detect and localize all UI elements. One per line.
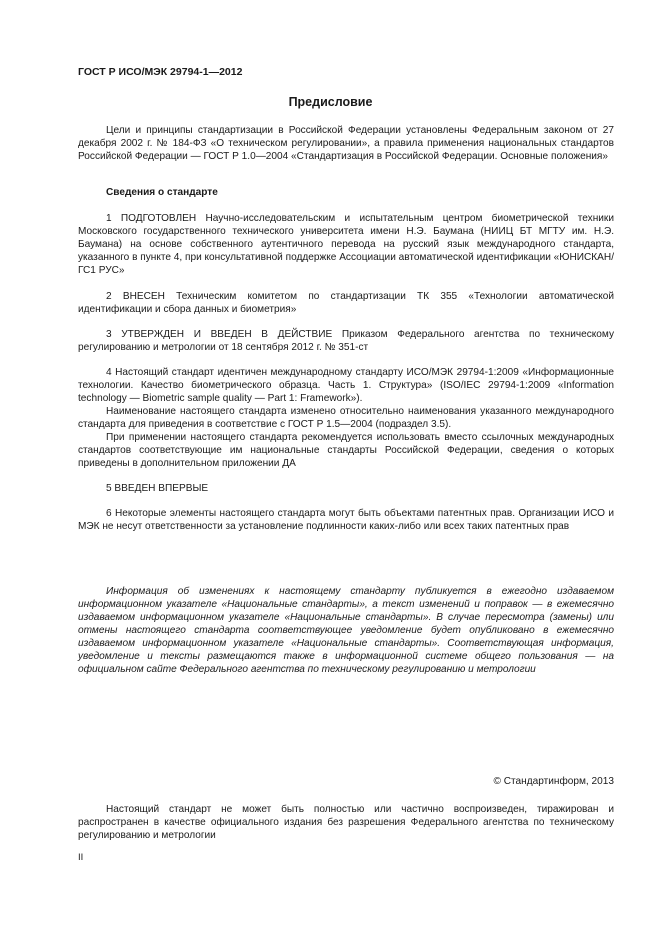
rights-paragraph: Настоящий стандарт не может быть полностью или частично воспроизведен, тиражирован и распространен в качестве официального издания без разрешения Федерального агентства по техническому регулированию и метрологии xyxy=(78,804,614,841)
copyright-line: © Стандартинформ, 2013 xyxy=(493,776,614,787)
changes-notice: Информация об изменениях к настоящему стандарту публикуется в ежегодно издаваемом информационном указателе «Национальные стандарты», а текст изменений и поправок — в ежемесячно издаваемом информационном указателе «Национальные стандарты». В случае пересмотра (замены) или отмены настоящего стандарта соответствующее уведомление будет опубликовано в ежемесячно издаваемом информационном указателе «Национальные стандарты». Соответствующая информация, уведомление и тексты размещаются также в информационной системе общего пользования — на официальном сайте Федерального агентства по техническому регулированию и метрологии xyxy=(78,586,614,675)
section-heading: Сведения о стандарте xyxy=(106,187,218,198)
item-4-note-paragraph: Наименование настоящего стандарта изменено относительно наименования указанного международного стандарта для приведения в соответствие с ГОСТ Р 1.5—2004 (подраздел 3.5). xyxy=(78,406,614,430)
standard-header: ГОСТ Р ИСО/МЭК 29794-1—2012 xyxy=(78,66,243,78)
item-4-usage-paragraph: При применении настоящего стандарта рекомендуется использовать вместо ссылочных международных стандартов соответствующие им национальные стандарты Российской Федерации, сведения о которых приведены в дополнительном приложении ДА xyxy=(78,432,614,469)
item-1-paragraph: 1 ПОДГОТОВЛЕН Научно-исследовательским и испытательным центром биометрической техники Московского государственного технического университета имени Н.Э. Баумана (НИИЦ БТ МГТУ им. Н.Э. Баумана) на основе собственного аутентичного перевода на русский язык международного стандарта, указанного в пункте 4, при консультативной поддержке Ассоциации автоматической идентификации «ЮНИСКАН/ГС1 РУС» xyxy=(78,213,614,276)
intro-paragraph: Цели и принципы стандартизации в Российской Федерации установлены Федеральным законом от 27 декабря 2002 г. № 184-ФЗ «О техническом регулировании», а правила применения национальных стандартов Российской Федерации — ГОСТ Р 1.0—2004 «Стандартизация в Российской Федерации. Основные положения» xyxy=(78,125,614,162)
item-3-paragraph: 3 УТВЕРЖДЕН И ВВЕДЕН В ДЕЙСТВИЕ Приказом Федерального агентства по техническому регулированию и метрологии от 18 сентября 2012 г. № 351-ст xyxy=(78,329,614,353)
item-2-paragraph: 2 ВНЕСЕН Техническим комитетом по стандартизации ТК 355 «Технологии автоматической идентификации и сбора данных и биометрия» xyxy=(78,291,614,315)
page-number: II xyxy=(78,852,84,863)
page-title: Предисловие xyxy=(288,95,373,109)
item-5-paragraph: 5 ВВЕДЕН ВПЕРВЫЕ xyxy=(106,483,209,494)
item-6-paragraph: 6 Некоторые элементы настоящего стандарта могут быть объектами патентных прав. Организации ИСО и МЭК не несут ответственности за установление подлинности каких-либо или всех таких патентных прав xyxy=(78,508,614,532)
item-4-paragraph: 4 Настоящий стандарт идентичен международному стандарту ИСО/МЭК 29794-1:2009 «Информационные технологии. Качество биометрического образца. Часть 1. Структура» (ISO/IEC 29794-1:2009 «Information technology — Biometric sample quality — Part 1: Framework»). xyxy=(78,367,614,404)
